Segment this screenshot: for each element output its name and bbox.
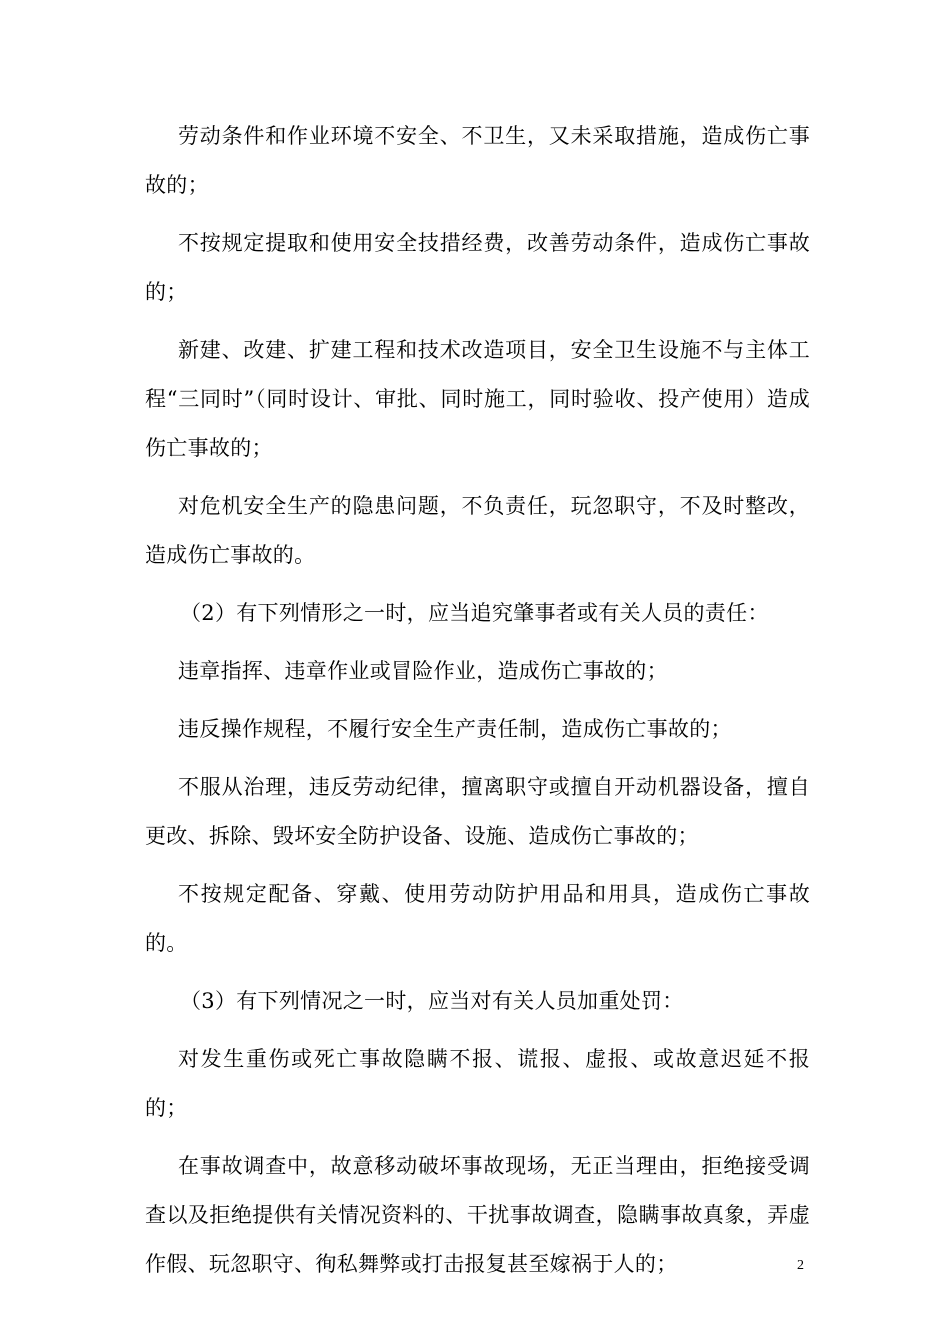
paragraph-illegal-command: 违章指挥、违章作业或冒险作业，造成伤亡事故的； bbox=[178, 659, 668, 683]
paragraph-labor-discipline: 不服从治理，违反劳动纪律，擅离职守或擅自开动机器设备，擅自更改、拆除、毁坏安全防护设备、设施、造成伤亡事故的； bbox=[145, 775, 810, 848]
section-heading-2: （2）有下列情形之一时，应当追究肇事者或有关人员的责任： bbox=[180, 601, 769, 625]
paragraph-investigation-obstruction: 在事故调查中，故意移动破坏事故现场，无正当理由，拒绝接受调查以及拒绝提供有关情况资料的、干扰事故调查，隐瞒事故真象，弄虚作假、玩忽职守、徇私舞弊或打击报复甚至嫁祸于人的； bbox=[145, 1154, 810, 1276]
section-heading-3: （3）有下列情况之一时，应当对有关人员加重处罚： bbox=[180, 989, 684, 1013]
paragraph-unsafe-conditions: 劳动条件和作业环境不安全、不卫生，又未采取措施，造成伤亡事故的； bbox=[145, 124, 810, 197]
paragraph-hazard-neglect: 对危机安全生产的隐患问题，不负责任，玩忽职守，不及时整改，造成伤亡事故的。 bbox=[145, 494, 810, 567]
paragraph-protective-equipment: 不按规定配备、穿戴、使用劳动防护用品和用具，造成伤亡事故的。 bbox=[145, 882, 810, 955]
page-number: 2 bbox=[797, 1258, 804, 1273]
paragraph-operating-rules: 违反操作规程，不履行安全生产责任制，造成伤亡事故的； bbox=[178, 717, 732, 741]
paragraph-three-simultaneous: 新建、改建、扩建工程和技术改造项目，安全卫生设施不与主体工程“三同时”（同时设计、审批、同时施工，同时验收、投产使用）造成伤亡事故的； bbox=[145, 338, 810, 460]
document-body bbox=[145, 112, 810, 1298]
paragraph-concealed-report: 对发生重伤或死亡事故隐瞒不报、谎报、虚报、或故意迟延不报的； bbox=[145, 1047, 810, 1120]
paragraph-safety-funds: 不按规定提取和使用安全技措经费，改善劳动条件，造成伤亡事故的； bbox=[145, 231, 810, 304]
